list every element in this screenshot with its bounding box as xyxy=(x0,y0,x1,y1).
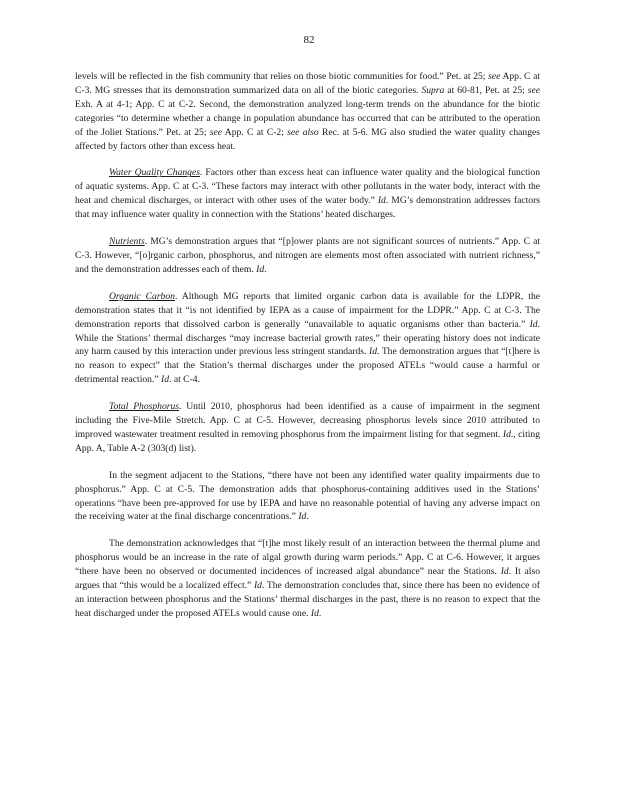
body-text: In the segment adjacent to the Stations, “there have not been any identified water quality impairments due to phosphorus.” App. C at C-5. The demonstration adds that phosphorus-containing additives used in the Stations’ operations “have been pre-approved for use by IEPA and have no reasonable potential of having any adverse impact on the receiving water at the final discharge concentrations.” xyxy=(75,469,540,523)
paragraph-organic-carbon xyxy=(75,290,540,387)
body-text: Exh. A at 4-1; App. C at C-2. Second, the demonstration analyzed long-term trends on the abundance for the biotic categories “to determine whether a change in population abundance has occurred that can be attributed to the operation of the Joliet Stations.” Pet. at 25; xyxy=(75,98,540,138)
citation-signal: Id xyxy=(369,346,378,358)
body-text: . xyxy=(306,511,309,523)
body-text: . It also argues that “this would be a localized effect.” xyxy=(75,566,540,592)
body-text: at 60-81, Pet. at 25; xyxy=(444,84,528,96)
citation-signal: Id xyxy=(161,374,170,386)
citation-signal: see xyxy=(527,84,540,96)
citation-signal: Supra xyxy=(421,84,445,96)
paragraph-adjacent-segment xyxy=(75,469,540,525)
paragraph-intro xyxy=(75,70,540,153)
body-text: App. C at C-2; xyxy=(222,126,288,138)
citation-signal: Id xyxy=(502,428,511,440)
section-heading: Water Quality Changes xyxy=(109,167,200,179)
citation-signal: see xyxy=(209,126,223,138)
citation-signal: see also xyxy=(287,126,319,138)
body-text: Rec. at 5-6. MG also studied the water quality changes affected by factors other than excess heat. xyxy=(75,126,540,152)
body-text: ., citing App. A, Table A-2 (303(d) list). xyxy=(75,428,540,454)
citation-signal: Id xyxy=(377,195,386,207)
body-text: . Although MG reports that limited organic carbon data is available for the LDPR, the demonstration states that it “is not identified by IEPA as a cause of impairment for the LDPR.” App. C at C-3. The demonstration reports that dissolved carbon is generally “unavailable to aquatic organisms other than bacteria.” xyxy=(75,290,540,330)
section-heading: Nutrients xyxy=(109,236,145,248)
body-text: . MG’s demonstration argues that “[p]ower plants are not significant sources of nutrients.” App. C at C-3. However, “[o]rganic carbon, phosphorus, and nitrogen are elements most often associated with nutrient richness,” and the demonstration addresses each of them. xyxy=(75,236,540,275)
page-number: 82 xyxy=(303,34,315,46)
citation-signal: Id xyxy=(253,580,262,592)
citation-signal: Id xyxy=(500,566,509,578)
body-text: . xyxy=(318,607,322,619)
body-text: . While the Stations’ thermal discharges “may increase bacterial growth rates,” their operating history does not indicate any harm caused by this interaction under previous less stringent standards. xyxy=(75,318,540,358)
body-text: levels will be reflected in the fish community that relies on those biotic communities for food.” Pet. at 25; xyxy=(75,71,489,82)
body-text: . The demonstration argues that “[t]here is no reason to expect” that the Station’s thermal discharges under the proposed ATELs “would cause a harmful or detrimental reaction.” xyxy=(75,346,540,386)
body-text: . The demonstration concludes that, since there has been no evidence of an interaction between phosphorus and the Stations’ thermal discharges in the past, there is no reason to expect that the heat discharged under the proposed ATELs would cause one. xyxy=(75,580,541,619)
body-text: . MG’s demonstration addresses factors that may influence water quality in connection with the Stations’ heated discharges. xyxy=(75,195,540,221)
body-text: App. C at C-3. MG stresses that its demonstration summarized data on all of the biotic categories. xyxy=(75,71,540,96)
paragraph-acknowledges xyxy=(75,537,540,620)
body-text: . at C-4. xyxy=(169,374,200,386)
citation-signal: Id xyxy=(256,263,265,275)
section-heading: Total Phosphorus xyxy=(109,401,180,413)
paragraph-water-quality xyxy=(75,166,540,222)
section-heading: Organic Carbon xyxy=(109,290,175,302)
body-text: . xyxy=(264,263,267,275)
body-text: . Factors other than excess heat can influence water quality and the biological function of aquatic systems. App. C at C-3. “These factors may interact with other pollutants in the water body, interact with the heat and chemical discharges, or interact with other uses of the water body.” xyxy=(75,167,540,207)
paragraph-total-phosphorus xyxy=(75,400,540,456)
citation-signal: Id xyxy=(298,511,307,523)
body-text: . Until 2010, phosphorus had been identified as a cause of impairment in the segment including the Five-Mile Stretch. App. C at C-5. However, decreasing phosphorus levels since 2010 attributed to improved wastewater treatment resulted in removing phosphorus from the impairment listing for that segment. xyxy=(75,401,540,440)
body-text: The demonstration acknowledges that “[t]he most likely result of an interaction between the thermal plume and phosphorus would be an increase in the rate of algal growth during warm periods.” App. C at C-6. However, it argues “there have been no observed or documented incidences of increased algal abundance” near the Stations. xyxy=(75,538,540,578)
document-body xyxy=(75,70,540,634)
citation-signal: Id xyxy=(310,607,319,619)
citation-signal: see xyxy=(488,71,501,82)
paragraph-nutrients xyxy=(75,235,540,277)
citation-signal: Id xyxy=(529,318,538,330)
